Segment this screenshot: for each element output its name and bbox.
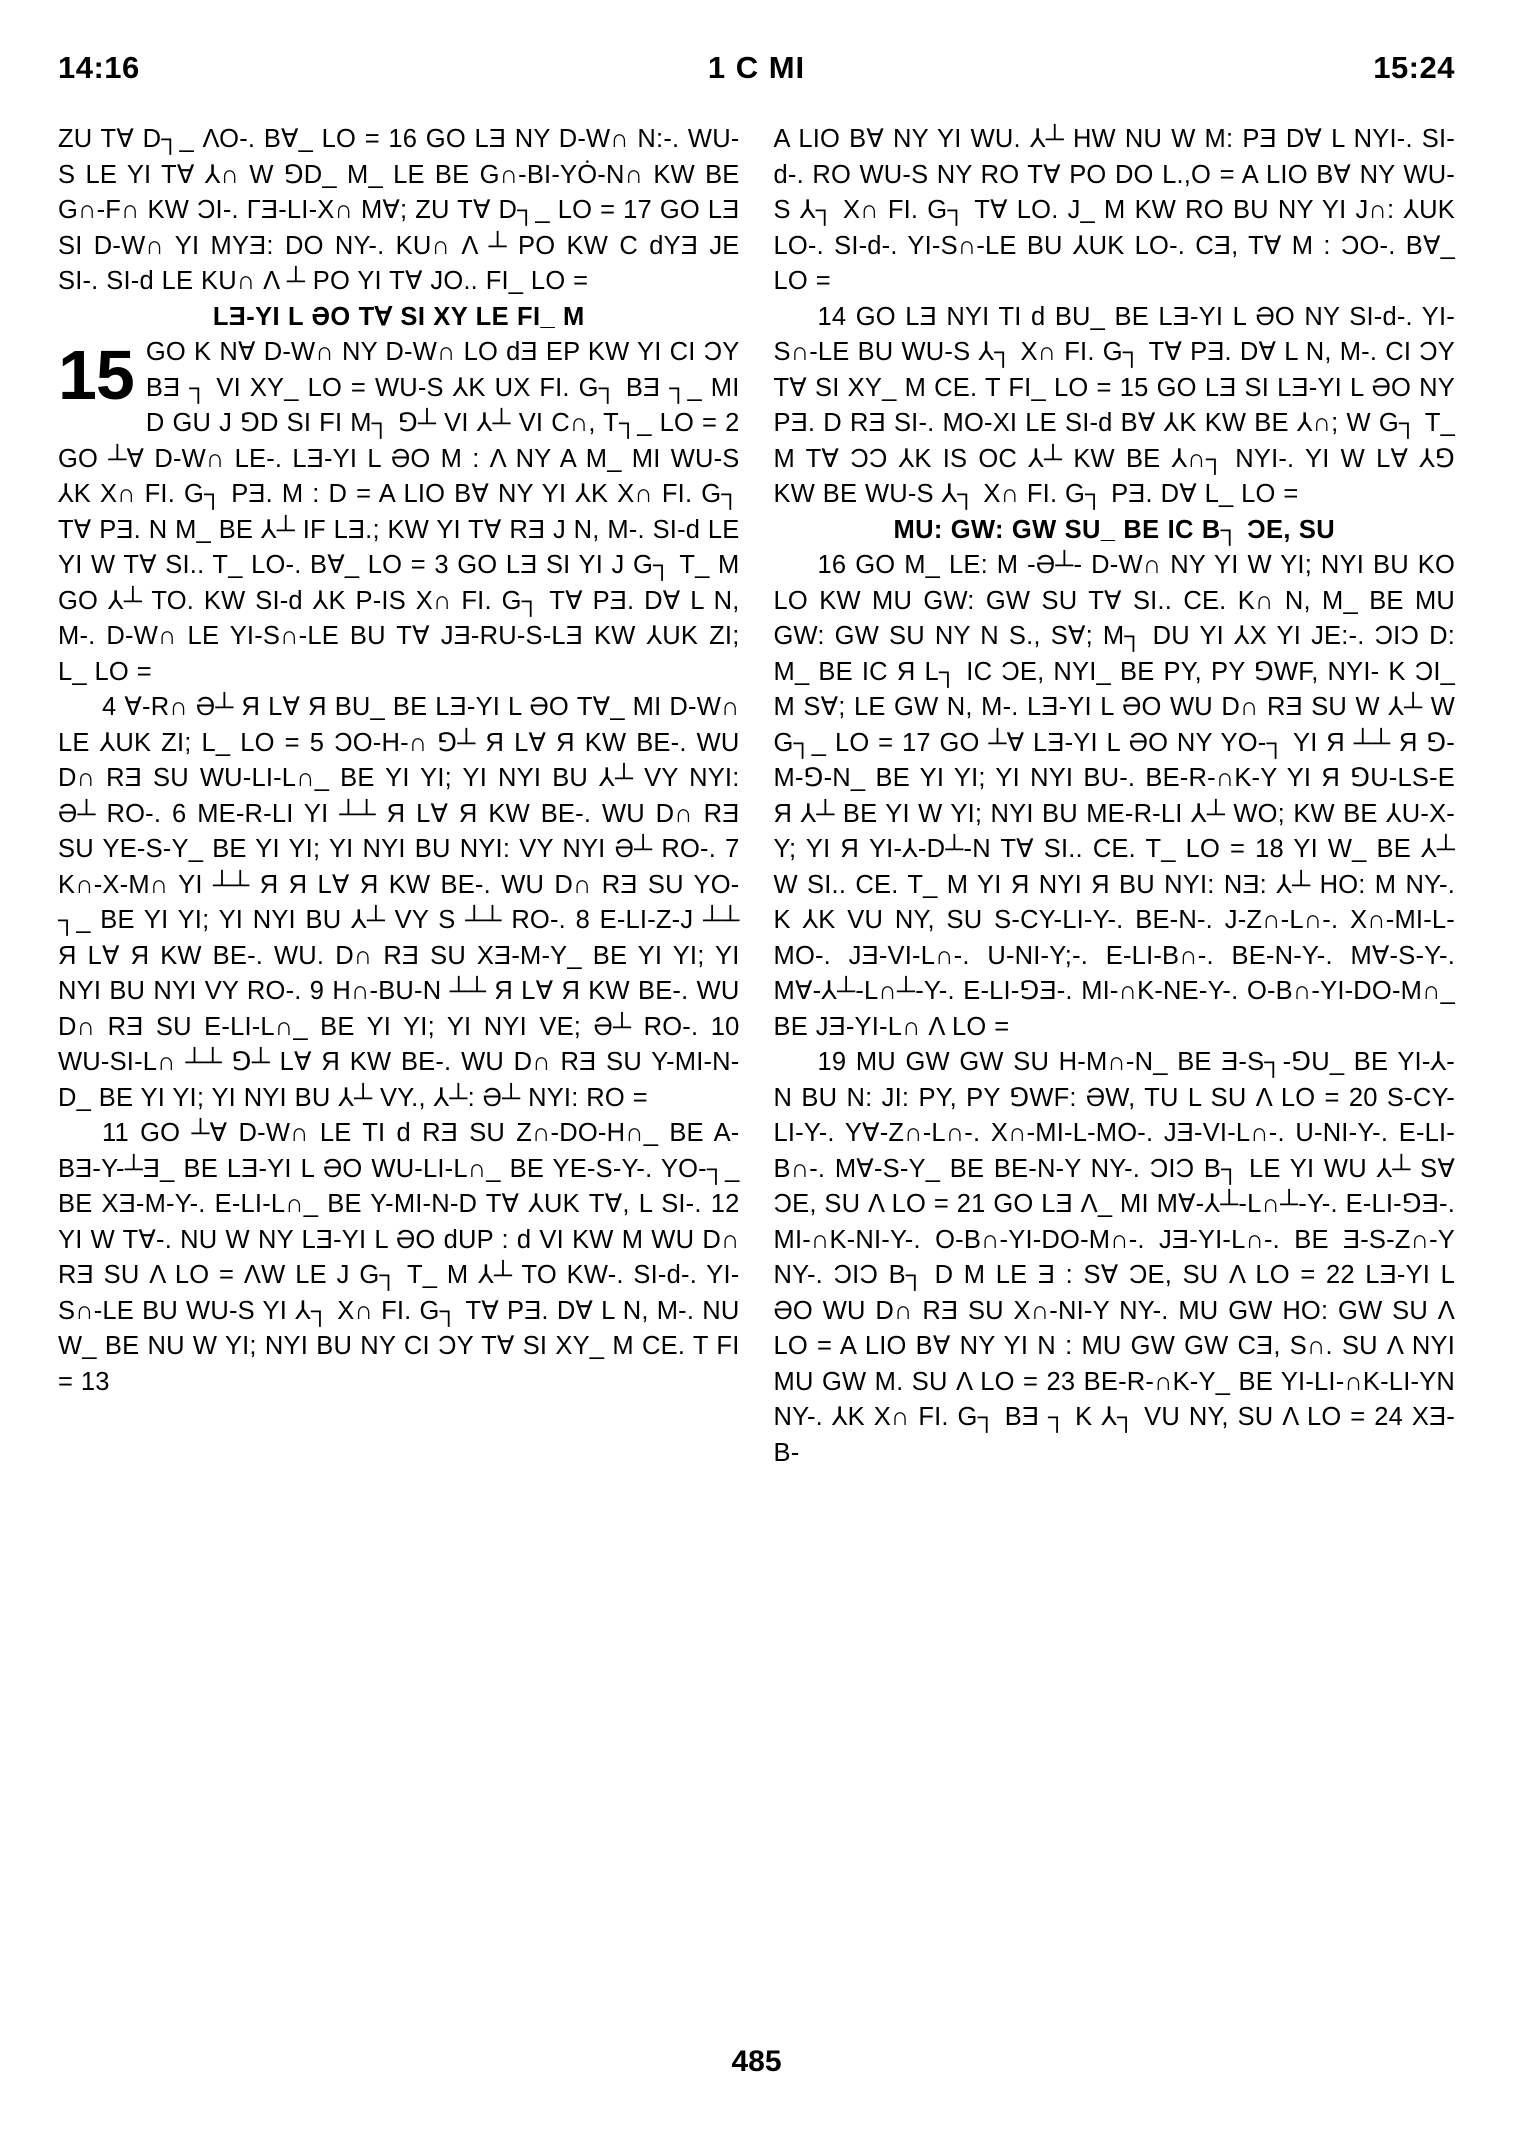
paragraph: ZU T∀ D┐_ ΛΟ-. B∀_ LO = 16 GO LƎ NY D-W∩ N:-. WU-S LE YI T∀ ⅄∩ W ⅁D_ M_ LE BE G∩-BI-YȮ-N∩ KW BE G∩-F∩ KW ƆI-. ΓƎ-LI-X∩ M∀; ZU T∀ D┐_ LO = 17 GO LƎ SI D-W∩ YI MYƎ: DO NY-. KU∩ Λ ┴ PO KW C dYƎ JE SI-. SI-d LE KU∩ Λ ┴ PO YI T∀ JO.. FI_ LO = xyxy=(58,125,740,295)
paragraph: 11 GO ┴∀ D-W∩ LE TI d RƎ SU Z∩-DO-H∩_ BE A-BƎ-Y-┴Ǝ_ BE LƎ-YI L ƏΟ WU-LI-L∩_ BE YE-S-Y-. YO-┐_ BE XƎ-M-Y-. E-LI-L∩_ BE Y-MI-N-D T∀ ⅄UΚ T∀, L SI-. 12 YI W T∀-. NU W NY LƎ-YI L ƏΟ dUP : d VI KW M WU D∩ RƎ SU Λ LO = ΛW LE J G┐ T_ M ⅄┴ TO KW-. SI-d-. YI-S∩-LE BU WU-S YI ⅄┐ X∩ FI. G┐ T∀ PƎ. D∀ L N, M-. NU W_ BE NU W YI; NYI BU NY CI ƆY T∀ SI XY_ M CE. T FI = 13 xyxy=(58,1119,740,1396)
running-head-right: 15:24 xyxy=(1373,50,1455,85)
page-number: 485 xyxy=(731,2045,782,2078)
running-head-left: 14:16 xyxy=(58,50,140,85)
paragraph: 19 MU GW GW SU H-M∩-N_ BE Ǝ-S┐-⅁U_ BE YI-⅄-N BU N: JI: PY, PY ⅁WF: ƏW, TU L SU Λ LO = 20 S-CY-LI-Y-. Y∀-Z∩-L∩-. X∩-MI-L-MO-. JƎ-VI-L∩-. U-NI-Y-. E-LI-B∩-. M∀-S-Y_ BE BE-N-Y NY-. ƆIƆ B┐ LE YI WU ⅄┴ S∀ ƆE, SU Λ LO = 21 GO LƎ Λ_ MI M∀-⅄┴-L∩┴-Y-. E-LI-⅁Ǝ-. MI-∩K-NI-Y-. O-B∩-YI-DO-M∩-. JƎ-YI-L∩-. BE Ǝ-S-Z∩-Y NY-. ƆIƆ B┐ D M LE Ǝ : S∀ ƆE, SU Λ LO = 22 LƎ-YI L ƏΟ WU D∩ RƎ SU X∩-NI-Y NY-. MU GW HO: GW SU Λ LO = A LIO B∀ NY YI N : MU GW GW CƎ, S∩. SU Λ NYI MU GW M. SU Λ LO = 23 BE-R-∩K-Y_ BE YI-LI-∩K-LI-YN NY-. ⅄Κ X∩ FI. G┐ BƎ ┐ K ⅄┐ VU NY, SU Λ LO = 24 XƎ-B- xyxy=(773,1048,1455,1467)
chapter-block xyxy=(58,335,740,690)
section-heading: MU: GW: GW SU_ BE IC B┐ ƆE, SU xyxy=(893,515,1336,544)
chapter-number: 15 xyxy=(58,336,134,414)
running-head-center: 1 C MI xyxy=(707,50,806,85)
section-heading: LƎ-YI L ƏΟ T∀ SI XY LE FI_ M xyxy=(212,302,585,331)
running-head xyxy=(58,48,1455,88)
paragraph: 14 GO LƎ NYI TI d BU_ BE LƎ-YI L ƏΟ NY SI-d-. YI-S∩-LE BU WU-S ⅄┐ X∩ FI. G┐ T∀ PƎ. D∀ L N, M-. CI ƆY T∀ SI XY_ M CE. T FI_ LO = 15 GO LƎ SI LƎ-YI L ƏΟ NY PƎ. D RƎ SI-. MO-XI LE SI-d B∀ ⅄Κ KW BE ⅄∩; W G┐ T_ M T∀ ƆƆ ⅄Κ IS OC ⅄┴ KW BE ⅄∩┐ NYI-. YI W L∀ ⅄⅁ KW BE WU-S ⅄┐ X∩ FI. G┐ PƎ. D∀ L_ LO = xyxy=(773,302,1455,508)
paragraph: 4 ∀-R∩ Ə┴ Я L∀ Я BU_ BE LƎ-YI L ƏΟ T∀_ MI D-W∩ LE ⅄UΚ ZI; L_ LO = 5 ƆO-H-∩ ⅁┴ Я L∀ Я KW BE-. WU D∩ RƎ SU WU-LI-L∩_ BE YI YI; YI NYI BU ⅄┴ VY NYI: Ə┴ RO-. 6 ME-R-LI YI ┴┴ Я L∀ Я KW BE-. WU D∩ RƎ SU YE-S-Y_ BE YI YI; YI NYI BU NYI: VY NYI Ə┴ RO-. 7 K∩-X-M∩ YI ┴┴ Я Я L∀ Я KW BE-. WU D∩ RƎ SU YO-┐_ BE YI YI; YI NYI BU ⅄┴ VY S ┴┴ RO-. 8 E-LI-Z-J ┴┴ Я L∀ Я KW BE-. WU. D∩ RƎ SU XƎ-M-Y_ BE YI YI; YI NYI BU NYI VY RO-. 9 H∩-BU-N ┴┴ Я L∀ Я KW BE-. WU D∩ RƎ SU E-LI-L∩_ BE YI YI; YI NYI VE; Ə┴ RO-. 10 WU-SI-L∩ ┴┴ ⅁┴ L∀ Я KW BE-. WU D∩ RƎ SU Y-MI-N-D_ BE YI YI; YI NYI BU ⅄┴ VY., ⅄┴: Ə┴ NYI: RO = xyxy=(58,693,740,1112)
text-columns xyxy=(58,122,1455,2002)
column-left xyxy=(58,122,740,2002)
paragraph: GO K N∀ D-W∩ NY D-W∩ LO dƎ EP KW YI CI ƆY BƎ ┐ VI XY_ LO = WU-S ⅄Κ UX FI. G┐ BƎ ┐_ MI D GU J ⅁D SI FI M┐ ⅁┴ VI ⅄┴ VI C∩, T┐_ LO = 2 GO ┴∀ D-W∩ LE-. LƎ-YI L ƏΟ M : Λ NY A M_ MI WU-S ⅄Κ X∩ FI. G┐ PƎ. M : D = A LIO B∀ NY YI ⅄Κ X∩ FI. G┐ T∀ PƎ. N M_ BE ⅄┴ IF LƎ.; KW YI T∀ RƎ J N, M-. SI-d LE YI W T∀ SI.. T_ LO-. B∀_ LO = 3 GO LƎ SI YI J G┐ T_ M GO ⅄┴ TO. KW SI-d ⅄Κ P-IS X∩ FI. G┐ T∀ PƎ. D∀ L N, M-. D-W∩ LE YI-S∩-LE BU T∀ JƎ-RU-S-LƎ KW ⅄UΚ ZI; L_ LO = xyxy=(58,338,740,686)
column-right xyxy=(774,122,1456,2002)
paragraph: A LIO B∀ NY YI WU. ⅄┴ HW NU W M: PƎ D∀ L NYI-. SI-d-. RO WU-S NY RO T∀ PO DO L.,O = A LIO B∀ NY WU-S ⅄┐ X∩ FI. G┐ T∀ LO. J_ M KW RO BU NY YI J∩: ⅄UΚ LO-. SI-d-. YI-S∩-LE BU ⅄UΚ LO-. CƎ, T∀ M : ƆO-. B∀_ LO = xyxy=(773,125,1455,295)
paragraph: 16 GO M_ LE: M -Ə┴- D-W∩ NY YI W YI; NYI BU KO LO KW MU GW: GW SU T∀ SI.. CE. K∩ N, M_ BE MU GW: GW SU NY N S., S∀; M┐ DU YI ⅄X YI JE:-. ƆIƆ D: M_ BE IC Я L┐ IC ƆE, NYI_ BE PY, PY ⅁WF, NYI- K ƆI_ M S∀; LE GW N, M-. LƎ-YI L ƏΟ WU D∩ RƎ SU W ⅄┴ W G┐_ LO = 17 GO ┴∀ LƎ-YI L ƏΟ NY YO-┐ YI Я ┴┴ Я ⅁-M-⅁-N_ BE YI YI; YI NYI BU-. BE-R-∩K-Y YI Я ⅁U-LS-E Я ⅄┴ BE YI W YI; NYI BU ME-R-LI ⅄┴ WO; KW BE ⅄U-X-Y; YI Я YI-⅄-D┴-N T∀ SI.. CE. T_ LO = 18 YI W_ BE ⅄┴ W SI.. CE. T_ M YI Я NYI Я BU NYI: NƎ: ⅄┴ HO: M NY-. K ⅄Κ VU NY, SU S-CY-LI-Y-. BE-N-. J-Z∩-L∩-. X∩-MI-L-MO-. JƎ-VI-L∩-. U-NI-Y;-. E-LI-B∩-. BE-N-Y-. M∀-S-Y-. M∀-⅄┴-L∩┴-Y-. E-LI-⅁Ǝ-. MI-∩K-NE-Y-. O-B∩-YI-DO-M∩_ BE JƎ-YI-L∩ Λ LO = xyxy=(773,551,1455,1041)
